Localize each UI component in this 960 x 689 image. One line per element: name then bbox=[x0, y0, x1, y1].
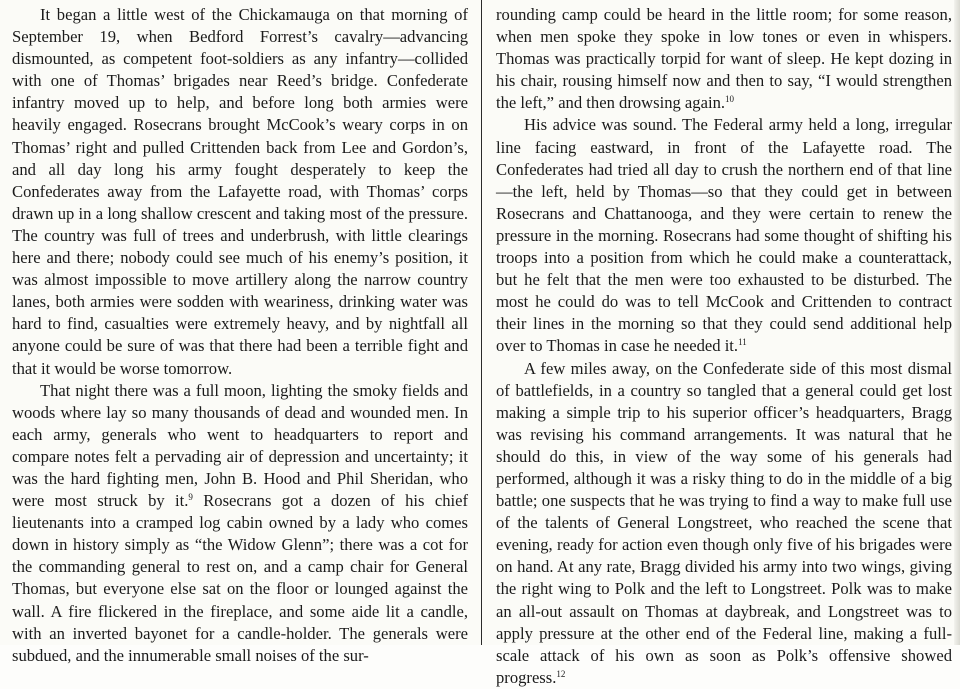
paragraph-text: rounding camp could be heard in the little room; for some reason, when men spoke they spoke in low tones or even in whispers. Thomas was practically torpid for want of sleep. He kept dozing in his chair, rousing himself now and then to say, “I would strengthen the left,” and then drowsing again. bbox=[496, 5, 952, 113]
right-text-column bbox=[496, 4, 952, 689]
paragraph-full-moon bbox=[12, 380, 468, 667]
paragraph-forrest-cavalry bbox=[12, 4, 468, 380]
footnote-ref-12: 12 bbox=[556, 668, 566, 679]
paragraph-text: It began a little west of the Chickamauga on that morning of September 19, when Bedford Forrest’s cavalry—advancing dismounted, as competent foot-soldiers as any infantry—collided with one of Thomas’ brigades near Reed’s bridge. Confederate infantry moved up to help, and before long both armies were heavily engaged. Rosecrans brought McCook’s weary corps in on Thomas’ right and pulled Crittenden back from Lee and Gordon’s, and all day long his army fought desperately to keep the Confederates away from the Lafayette road, with Thomas’ corps drawn up in a long shallow crescent and taking most of the pressure. The country was full of trees and underbrush, with little clearings here and there; nobody could see much of his enemy’s position, it was almost impossible to move artillery along the narrow country lanes, both armies were sodden with weariness, drinking water was hard to find, casualties were extremely heavy, and by nightfall all anyone could be sure of was that there had been a terrible fight and that it would be worse tomorrow. bbox=[12, 5, 468, 378]
paragraph-text: His advice was sound. The Federal army held a long, irregular line facing eastward, in front of the Lafayette road. The Confederates had tried all day to crush the northern end of that line—the left, held by Thomas—so that they could get in between Rosecrans and Chattanooga, and they were certain to renew the pressure in the morning. Rosecrans had some thought of shifting his troops into a position from which he could make a counterattack, but he felt that the men were too exhausted to be disturbed. The most he could do was to tell McCook and Crittenden to contract their lines in the morning so that they could send additional help over to Thomas in case he needed it. bbox=[496, 115, 952, 356]
footnote-ref-9: 9 bbox=[188, 492, 193, 503]
page-edge-shadow bbox=[954, 0, 960, 645]
paragraph-text: That night there was a full moon, lighting the smoky fields and woods where lay so many thousands of dead and wounded men. In each army, generals who went to headquarters to report and compare notes felt a pervading air of depression and uncertainty; it was the hard fighting men, John B. Hood and Phil Sheridan, who were most struck by it. bbox=[12, 380, 468, 511]
paragraph-text: A few miles away, on the Confederate side of this most dismal of battlefields, in a country so tangled that a general could get lost making a simple trip to his superior officer’s headquarters, Bragg was revising his command arrangements. It was natural that he should do this, in view of the way some of his generals had performed, although it was a risky thing to do in the middle of a big battle; one suspects that he was trying to find a way to make full use of the talents of General Longstreet, who reached the scene that evening, ready for action even though only five of his brigades were on hand. At any rate, Bragg divided his army into two wings, giving the right wing to Polk and the left to Longstreet. Polk was to make an all-out assault on Thomas at daybreak, and Longstreet was to apply pressure at the other end of the Federal line, making a full-scale attack of his own as soon as Polk’s offensive showed progress. bbox=[496, 358, 952, 687]
footnote-ref-10: 10 bbox=[725, 94, 735, 105]
column-divider bbox=[481, 0, 482, 645]
paragraph-advice-sound bbox=[496, 114, 952, 357]
paragraph-continued-camp bbox=[496, 4, 952, 114]
paragraph-text-continued: Rosecrans got a dozen of his chief lieutenants into a cramped log cabin owned by a lady who comes down in history simply as “the Widow Glenn”; there was a cot for the commanding general to rest on, and a camp chair for General Thomas, but everyone else sat on the floor or lounged against the wall. A fire flickered in the fireplace, and some aide lit a candle, with an inverted bayonet for a candle-holder. The generals were subdued, and the innumerable small noises of the sur- bbox=[12, 491, 469, 665]
paragraph-confederate-side bbox=[496, 358, 952, 689]
footnote-ref-11: 11 bbox=[738, 337, 747, 348]
left-text-column bbox=[12, 4, 468, 667]
